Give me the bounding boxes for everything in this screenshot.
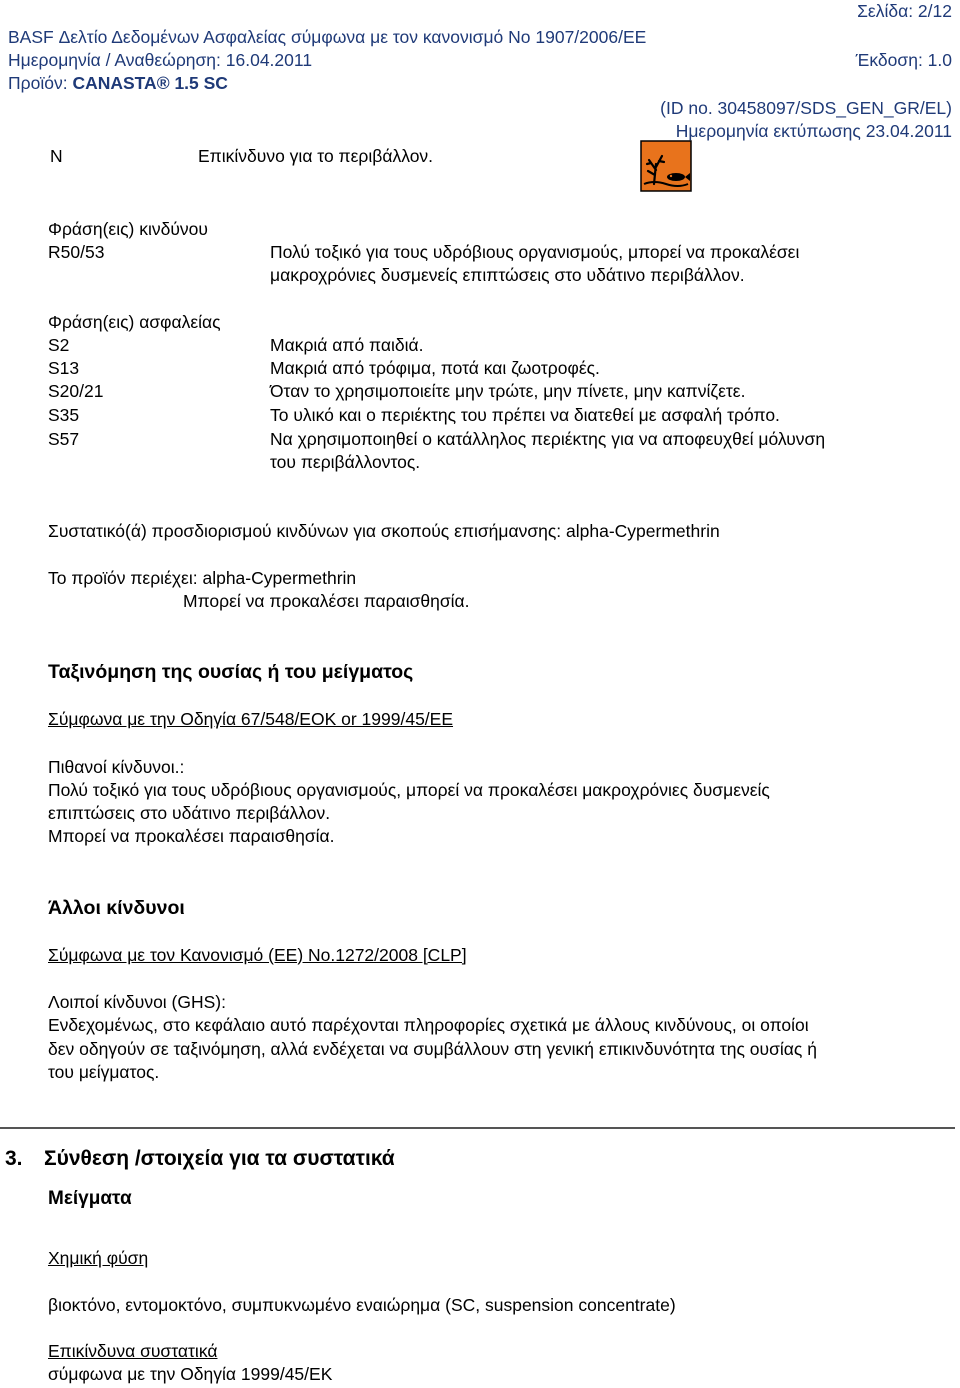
classification-line-2: επιπτώσεις στο υδάτινο περιβάλλον. <box>48 803 331 823</box>
hazard-text: Επικίνδυνο για το περιβάλλον. <box>198 146 434 166</box>
contains-line-2: Μπορεί να προκαλέσει παραισθησία. <box>183 591 470 611</box>
ingredient-line: Συστατικό(ά) προσδιορισμού κινδύνων για σκοπούς επισήμανσης: alpha-Cypermethrin <box>48 521 720 541</box>
safety-text: Όταν το χρησιμοποιείτε μην τρώτε, μην πίνετε, μην καπνίζετε. <box>270 381 746 401</box>
safety-text: Να χρησιμοποιηθεί ο κατάλληλος περιέκτης για να αποφευχθεί μόλυνση <box>270 429 826 449</box>
print-date: Ημερομηνία εκτύπωσης 23.04.2011 <box>675 121 952 141</box>
risk-text-line-1: Πολύ τοξικό για τους υδρόβιους οργανισμούς, μπορεί να προκαλέσει <box>270 242 800 262</box>
classification-line-1: Πολύ τοξικό για τους υδρόβιους οργανισμούς, μπορεί να προκαλέσει μακροχρόνιες δυσμενείς <box>48 780 770 800</box>
safety-code: S13 <box>48 358 80 378</box>
risk-phrases-heading: Φράση(εις) κινδύνου <box>48 219 208 239</box>
document-title: BASF Δελτίο Δεδομένων Ασφαλείας σύμφωνα με τον κανονισμό Νο 1907/2006/ΕΕ <box>8 27 647 47</box>
page-number: Σελίδα: 2/12 <box>857 1 952 21</box>
safety-code: S2 <box>48 335 70 355</box>
classification-heading: Ταξινόμηση της ουσίας ή του μείγματος <box>48 661 414 683</box>
risk-text-line-2: μακροχρόνιες δυσμενείς επιπτώσεις στο υδάτινο περιβάλλον. <box>270 265 745 285</box>
safety-code: S35 <box>48 405 80 425</box>
safety-phrases-heading: Φράση(εις) ασφαλείας <box>48 312 221 332</box>
classification-label: Πιθανοί κίνδυνοι.: <box>48 757 185 777</box>
chemical-nature-label: Χημική φύση <box>48 1248 149 1268</box>
safety-text: Μακριά από τρόφιμα, ποτά και ζωοτροφές. <box>270 358 600 378</box>
safety-text-continuation: του περιβάλλοντος. <box>270 452 421 472</box>
product-label: Προϊόν: <box>8 73 68 93</box>
safety-text: Το υλικό και ο περιέκτης του πρέπει να διατεθεί με ασφαλή τρόπο. <box>270 405 780 425</box>
other-hazards-line-3: του μείγματος. <box>48 1062 160 1082</box>
hazard-code: N <box>50 146 63 166</box>
other-hazards-line-2: δεν οδηγούν σε ταξινόμηση, αλλά ενδέχεται να συμβάλλουν στη γενική επικινδυνότητα της ουσίας ή <box>48 1039 817 1059</box>
classification-subheading: Σύμφωνα με την Οδηγία 67/548/ΕΟΚ or 1999/45/ΕΕ <box>48 709 454 729</box>
hazardous-components-text: σύμφωνα με την Οδηγία 1999/45/ΕΚ <box>48 1364 333 1384</box>
hazardous-components-label: Επικίνδυνα συστατικά <box>48 1341 218 1361</box>
product-name: CANASTA® 1.5 SC <box>72 73 228 93</box>
section-title: Σύνθεση /στοιχεία για τα συστατικά <box>44 1147 395 1170</box>
environment-hazard-icon <box>640 140 692 192</box>
safety-text: Μακριά από παιδιά. <box>270 335 424 355</box>
mixtures-heading: Μείγματα <box>48 1188 132 1209</box>
product-line <box>8 72 228 95</box>
revision-date: Ημερομηνία / Αναθεώρηση: 16.04.2011 <box>8 50 313 70</box>
section-number: 3. <box>5 1147 23 1170</box>
version: Έκδοση: 1.0 <box>855 50 952 70</box>
other-hazards-subheading: Σύμφωνα με τον Κανονισμό (ΕΕ) Νο.1272/2008 [CLP] <box>48 945 467 965</box>
other-hazards-heading: Άλλοι κίνδυνοι <box>48 897 185 919</box>
chemical-nature-text: βιοκτόνο, εντομοκτόνο, συμπυκνωμένο εναιώρημα (SC, suspension concentrate) <box>48 1295 676 1315</box>
safety-code: S20/21 <box>48 381 104 401</box>
other-hazards-label: Λοιποί κίνδυνοι (GHS): <box>48 992 226 1012</box>
other-hazards-line-1: Ενδεχομένως, στο κεφάλαιο αυτό παρέχονται πληροφορίες σχετικά με άλλους κινδύνους, οι οποίοι <box>48 1015 809 1035</box>
section-divider <box>0 1127 955 1129</box>
id-number: (ID no. 30458097/SDS_GEN_GR/EL) <box>660 98 952 118</box>
classification-line-3: Μπορεί να προκαλέσει παραισθησία. <box>48 826 335 846</box>
safety-code: S57 <box>48 429 80 449</box>
contains-line-1: Το προϊόν περιέχει: alpha-Cypermethrin <box>48 568 357 588</box>
risk-code: R50/53 <box>48 242 105 262</box>
